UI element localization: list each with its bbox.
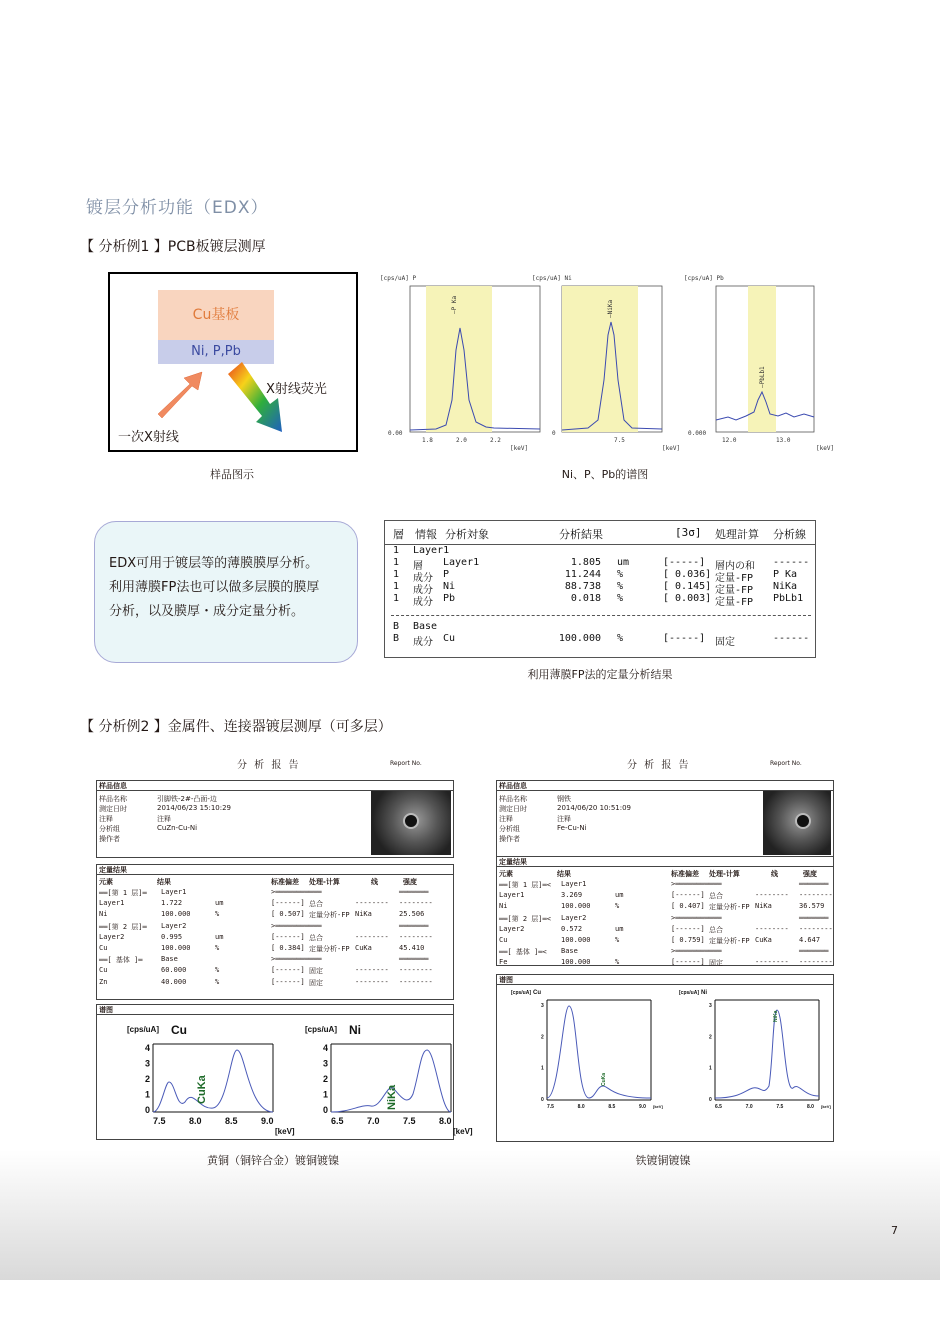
result-element: ══[第 2 层]═< [499,914,551,923]
info-value: 钢铁 [557,795,571,803]
xray-arrows [110,274,356,450]
info-value: CuZn-Cu-Ni [157,824,198,832]
spectrum-xtick: 7.0 [745,1104,753,1110]
result-sd: >═══════════ [671,947,722,956]
fp-cell: 成分 [413,637,433,648]
spectrum-element: Cu [171,1023,187,1037]
fp-cell: P Ka [773,569,798,580]
spectrum-ylabel: [cps/uA] [127,1025,159,1034]
spectrum-ytick: 3 [541,1003,544,1009]
result-intensity: -------- [799,924,833,933]
info-value: 引脚铁-2#-凸面-边 [157,795,217,803]
spectrum-xtick: 7.5 [153,1116,166,1126]
fp-cell: 1 [393,545,400,556]
spectrum-ytick: 4 [145,1043,151,1053]
fp-cell: 1 [393,557,400,568]
spectrum-pb-ylabel: [cps/uA] Pb [684,275,724,282]
primary-xray-arrow [158,372,202,418]
result-element: ══[第 1 层]═< [499,881,551,889]
svg-text:2.0: 2.0 [456,437,467,444]
result-line: CuKa [355,944,372,952]
fp-cell: 88.738 [564,581,601,592]
fp-cell: 1 [393,569,400,580]
result-header: 线 [771,870,778,878]
report-number: Report No. [770,760,802,767]
result-unit: % [615,902,620,911]
spectrum-ytick: 1 [323,1089,329,1100]
result-proc: 固定 [309,978,323,987]
result-sd: [ 0.507] [271,910,305,919]
edx-description-bubble [94,521,358,663]
fp-cell: Layer1 [413,545,450,556]
fp-cell: % [617,581,624,592]
spectrum-peak-label: CuKa [196,1075,208,1104]
result-sd: [ 0.759] [671,936,705,944]
fp-cell: 1.805 [570,557,601,568]
info-value: 注释 [157,815,171,823]
fp-cell: 成分 [413,585,433,596]
result-value: 100.000 [161,944,191,952]
fp-cell: 定量-FP [715,573,754,584]
sample-photo [371,791,451,855]
spectrum-ytick: 0 [323,1105,329,1115]
info-label: 测定日时 [99,805,127,813]
result-element: ══[第 2 层]═ [99,922,147,931]
sample-info-title: 样品信息 [97,781,453,791]
result-header: 处理-计算 [309,878,340,886]
result-header: 结果 [557,870,571,878]
info-label: 样品名称 [499,795,527,803]
spectrum-curve [153,1050,273,1112]
spectrum-ytick: 4 [323,1043,329,1053]
result-intensity: ═══════ [799,913,829,922]
result-value: 100.000 [561,936,591,944]
spectrum-unit: [keV] [453,1127,473,1136]
result-proc: 定量分析-FP [709,903,750,912]
fp-cell: 1 [393,581,400,592]
spectrum-ytick: 2 [323,1074,329,1084]
result-intensity: -------- [399,899,433,908]
spectra-caption: Ni、P、Pb的谱图 [561,468,649,481]
fp-table-header: 層 情報 分析対象 分析結果 [3σ] 処理計算 分析線 [385,521,815,545]
report-title: 分 析 报 告 [627,760,691,771]
sample-caption: 样品图示 [210,468,254,481]
spectrum-xtick: 7.5 [776,1104,784,1110]
result-sd: [------] [271,899,305,908]
result-value: 100.000 [561,958,591,967]
result-intensity: ═══════ [799,947,829,956]
spectrum-xtick: 9.0 [639,1104,646,1110]
spectrum-ni-ylabel: [cps/uA] Ni [532,275,572,282]
result-element: Layer1 [499,891,525,900]
spectrum-ytick: 0 [145,1105,151,1115]
result-proc: 定量分析-FP [709,937,750,945]
result-element: Cu [99,944,108,952]
info-label: 测定日时 [499,805,527,813]
sample-hole [403,813,419,829]
result-value: 100.000 [561,902,591,911]
spectrum-peak-label: NiKa [773,1010,779,1022]
info-label: 注释 [499,815,513,823]
fp-cell: 11.244 [564,569,601,580]
spectrum-element: Ni [701,990,707,996]
page-number: 7 [891,1224,898,1237]
sample-info-title: 样品信息 [497,781,833,791]
result-line: NiKa [355,910,372,919]
quant-result-box [496,856,834,966]
sample-photo [763,791,831,855]
report-caption: 黄铜（铜锌合金）镀铜镀镍 [207,1154,339,1167]
analysis-report-brass [92,752,473,1167]
result-line: -------- [355,977,389,986]
info-value: 注释 [557,815,571,823]
fp-cell: Cu [443,633,456,644]
result-line: -------- [355,932,389,941]
fp-cell: % [617,633,624,644]
result-unit: um [615,924,624,933]
spectrum-xtick: 6.5 [331,1116,344,1126]
result-value: 100.000 [161,910,191,919]
spectrum-ytick: 2 [709,1034,712,1041]
report-title: 分 析 报 告 [237,760,301,771]
result-sd: [ 0.407] [671,902,705,911]
result-element: ══[ 基体 ]═ [99,956,143,965]
spectrum-xtick: 6.5 [715,1104,722,1110]
result-value: 1.722 [161,899,183,908]
svg-text:[keV]: [keV] [816,445,835,452]
result-header: 元素 [499,870,513,878]
fp-cell: ------ [773,557,810,568]
result-sd: >═══════════ [271,888,322,896]
spectrum-curve [547,1006,651,1098]
result-sd: [ 0.384] [271,944,305,952]
spectrum-box [96,1004,473,1140]
footer-band [0,1150,940,1280]
result-header: 标准偏差 [671,870,699,878]
spectrum-xtick: 7.0 [367,1116,380,1126]
spectrum-ylabel: [cps/uA] [305,1025,337,1034]
spectrum-ytick: 2 [541,1034,544,1041]
result-proc: 固定 [709,959,723,968]
result-header: 处理-计算 [709,870,740,878]
result-unit: % [215,910,220,919]
result-proc: 定量分析-FP [309,911,350,920]
spectrum-ytick: 3 [323,1058,329,1069]
svg-text:0.000: 0.000 [688,430,707,437]
primary-xray-label: 一次X射线 [118,430,179,445]
layer-ni-p-pb: Ni, P,Pb [158,340,274,364]
spectrum-ytick: 1 [541,1065,544,1072]
svg-text:12.0: 12.0 [722,437,737,444]
spectrum-unit: [keV] [821,1104,831,1109]
svg-text:2.2: 2.2 [490,437,501,444]
spectrum-title: 谱图 [497,975,833,985]
spectrum-xtick: 7.5 [403,1116,416,1126]
svg-text:1.8: 1.8 [422,437,433,444]
result-element: Layer2 [99,932,125,941]
spectrum-p-ylabel: [cps/uA] P [380,275,417,282]
result-header: 强度 [403,878,417,886]
spectrum-element: Ni [349,1023,361,1037]
result-element: Ni [499,902,508,911]
result-header: 强度 [803,870,817,878]
element-spectra [376,270,836,456]
result-header: 元素 [99,878,113,886]
spectrum-xtick: 9.0 [261,1116,274,1126]
report-number: Report No. [390,760,422,767]
result-value: Layer1 [561,880,587,888]
fp-cell: [-----] [663,633,706,644]
fp-cell: 1 [393,593,400,604]
analysis-report-steel [492,752,834,1167]
spectrum-ytick: 2 [145,1074,151,1084]
result-intensity: ═══════ [799,880,829,888]
fp-cell: 層内の和 [715,561,755,572]
fp-cell: Ni [443,581,456,592]
result-intensity: -------- [399,966,433,975]
result-line: -------- [755,891,789,900]
result-element: Cu [499,936,508,944]
result-value: 60.000 [161,966,187,975]
result-value: Layer2 [161,921,187,930]
svg-text:[keV]: [keV] [662,445,681,452]
fp-cell: 成分 [413,573,433,584]
fp-cell: 固定 [715,637,735,648]
spectrum-ni-peak-label: —NiKa [607,299,614,318]
result-proc: 定量分析-FP [309,945,350,953]
spectrum-xtick: 8.0 [807,1104,814,1110]
result-value: 40.000 [161,977,187,986]
result-intensity: -------- [399,932,433,941]
result-intensity: 45.410 [399,944,425,952]
fp-table-divider [391,615,811,616]
result-element: Cu [99,966,108,975]
report-spectra [97,1016,473,1140]
fp-result-table [384,520,816,658]
fp-cell: 100.000 [558,633,601,644]
fp-cell: [ 0.145] [663,581,712,592]
svg-text:13.0: 13.0 [776,437,791,444]
svg-text:0: 0 [552,430,556,437]
spectrum-box [496,974,834,1142]
spectrum-xtick: 8.0 [577,1104,585,1110]
result-header: 结果 [157,878,171,886]
spectrum-ytick: 1 [709,1065,712,1072]
spectrum-peak-label: NiKa [386,1084,398,1110]
result-element: Layer2 [499,924,525,933]
result-line: -------- [755,924,789,933]
result-sd: >═══════════ [671,913,722,922]
result-element: Ni [99,910,108,919]
result-element: Fe [499,958,508,967]
result-value: Base [161,955,178,964]
spectrum-ytick: 0 [709,1097,712,1103]
result-intensity: ═══════ [399,888,429,896]
spectrum-ytick: 0 [541,1097,544,1103]
quant-result-box [96,864,454,1000]
result-line: -------- [355,899,389,908]
result-sd: >═══════════ [271,955,322,964]
sample-diagram [108,272,358,452]
example2-title: 【 分析例2 】金属件、连接器镀层测厚（可多层） [80,719,392,735]
sample-info-box [96,780,454,858]
result-unit: % [615,958,620,967]
spectrum-unit: [keV] [275,1127,295,1136]
example1-title: 【 分析例1 】PCB板镀层测厚 [80,239,266,255]
info-label: 分析组 [99,825,120,833]
fp-cell: PbLb1 [773,593,804,604]
result-intensity: 25.506 [399,910,425,919]
info-label: 操作者 [499,835,520,843]
result-line: -------- [755,958,789,967]
result-line: CuKa [755,936,772,944]
result-value: Layer1 [161,888,187,896]
spectrum-ylabel: [cps/uA] [679,990,699,996]
fp-cell: NiKa [773,581,798,592]
info-value: 2014/06/23 15:10:29 [157,804,232,812]
spectrum-xtick: 8.5 [225,1116,238,1126]
result-sd: [------] [671,924,705,933]
result-line: -------- [355,966,389,975]
result-sd: >═══════════ [271,921,322,930]
result-intensity: -------- [799,891,833,900]
fp-cell: B [393,633,400,644]
bubble-line: 利用薄膜FP法也可以做多层膜的膜厚 [109,580,320,595]
info-label: 样品名称 [99,795,127,803]
info-value: Fe-Cu-Ni [557,824,587,832]
result-intensity: -------- [799,958,833,967]
fp-cell: 定量-FP [715,597,754,608]
result-intensity: 36.579 [799,902,825,911]
spectrum-peak-label: CuKa [601,1072,607,1086]
svg-text:7.5: 7.5 [614,437,625,444]
result-line: NiKa [755,902,772,911]
result-element: ══[ 基体 ]═< [499,948,547,957]
info-label: 分析组 [499,825,520,833]
fp-cell: [-----] [663,557,706,568]
result-unit: um [215,932,224,941]
fp-cell: um [617,557,630,568]
result-intensity: ═══════ [399,921,429,930]
fp-cell: Layer1 [443,557,480,568]
result-unit: % [215,977,220,986]
fluorescence-arrow [228,362,282,432]
layer-cu-substrate: Cu基板 [158,290,274,340]
spectrum-unit: [keV] [653,1104,663,1109]
result-sd: [------] [271,966,305,975]
result-proc: 固定 [309,967,323,976]
quant-result-title: 定量结果 [97,865,453,875]
spectrum-ytick: 3 [709,1003,712,1009]
result-value: Layer2 [561,913,587,922]
report-caption: 铁镀铜镀镍 [635,1154,691,1167]
svg-text:[keV]: [keV] [510,445,529,452]
fp-cell: ------ [773,633,810,644]
fp-cell: [ 0.003] [663,593,712,604]
spectrum-ytick: 3 [145,1058,151,1069]
result-sd: [------] [271,977,305,986]
sample-hole [795,813,811,829]
result-sd: [------] [271,932,305,941]
fp-cell: 層 [413,561,423,572]
result-intensity: ═══════ [399,955,429,964]
fp-cell: % [617,593,624,604]
result-value: 3.269 [561,891,583,900]
spectrum-xtick: 8.0 [439,1116,452,1126]
result-unit: % [215,944,220,952]
result-sd: [------] [671,891,705,900]
result-intensity: 4.647 [799,936,821,944]
result-element: Layer1 [99,899,125,908]
fp-cell: % [617,569,624,580]
fp-cell: Pb [443,593,456,604]
fp-cell: [ 0.036] [663,569,712,580]
result-unit: % [215,966,220,975]
fluorescence-label: X射线荧光 [266,382,327,397]
result-header: 标准偏差 [271,878,299,886]
fp-cell: P [443,569,450,580]
spectrum-xtick: 8.5 [608,1104,616,1110]
fp-cell: Base [413,621,438,632]
result-sd: >═══════════ [671,880,722,888]
result-unit: um [215,899,224,908]
fp-cell: 0.018 [570,593,601,604]
result-proc: 总合 [309,900,323,909]
report-spectra [497,986,833,1142]
bubble-line: 分析，以及膜厚・成分定量分析。 [109,604,305,619]
spectrum-ytick: 1 [145,1089,151,1100]
spectrum-curve [715,1010,819,1098]
fp-cell: 定量-FP [715,585,754,596]
spectrum-xtick: 7.5 [547,1104,554,1110]
spectrum-ylabel: [cps/uA] [511,990,531,996]
info-label: 操作者 [99,835,120,843]
result-element: Zn [99,977,108,986]
spectrum-p-y0: 0.00 [388,430,403,437]
result-intensity: -------- [399,977,433,986]
fp-cell: B [393,621,400,632]
spectrum-title: 谱图 [97,1005,453,1015]
result-proc: 总合 [709,892,723,901]
info-label: 注释 [99,815,113,823]
info-value: 2014/06/20 10:51:09 [557,804,632,812]
result-unit: um [615,891,624,900]
section-title: 镀层分析功能（EDX） [86,198,269,218]
sample-info-box [496,780,834,858]
spectrum-pb-peak-label: —PbLb1 [759,366,766,388]
result-value: Base [561,947,578,956]
quant-result-title: 定量结果 [497,857,833,867]
fp-cell: 成分 [413,597,433,608]
result-sd: [------] [671,958,705,967]
result-proc: 总合 [309,933,323,942]
result-header: 线 [371,878,378,886]
result-value: 0.995 [161,932,183,941]
result-proc: 总合 [709,925,723,934]
bubble-line: EDX可用于镀层等的薄膜膜厚分析。 [109,556,319,571]
result-unit: % [615,936,620,944]
spectrum-xtick: 8.0 [189,1116,202,1126]
spectrum-p-peak-label: —P Ka [451,295,458,314]
result-value: 0.572 [561,924,583,933]
spectrum-element: Cu [533,990,541,996]
fp-table-caption: 利用薄膜FP法的定量分析结果 [527,668,673,681]
result-element: ══[第 1 层]═ [99,889,147,897]
